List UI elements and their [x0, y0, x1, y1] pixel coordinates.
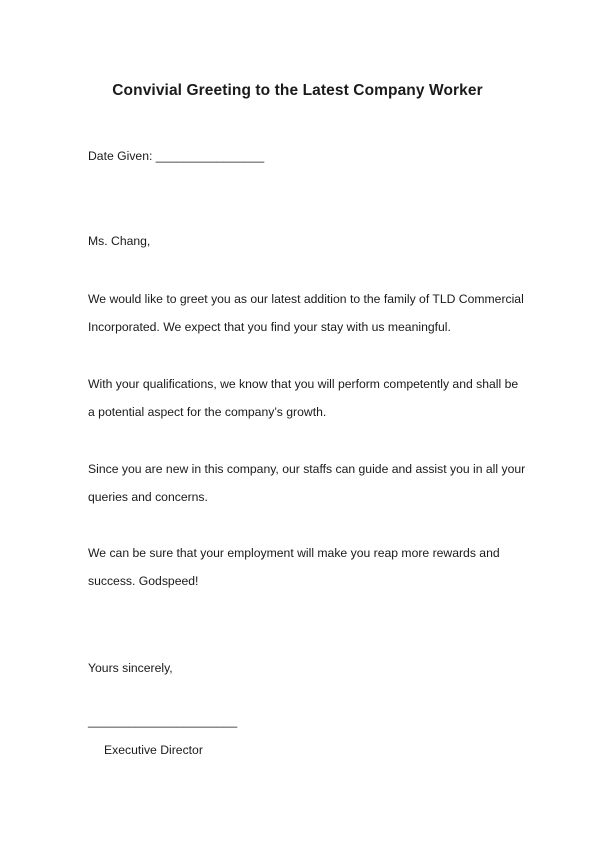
closing: Yours sincerely, [88, 661, 173, 675]
paragraph-4-line-1: We can be sure that your employment will make you reap more rewards and [88, 546, 500, 560]
paragraph-1-line-1: We would like to greet you as our latest addition to the family of TLD Commercial [88, 292, 524, 306]
paragraph-4-line-2: success. Godspeed! [88, 574, 199, 588]
paragraph-1-line-2: Incorporated. We expect that you find your stay with us meaningful. [88, 320, 451, 334]
salutation: Ms. Chang, [88, 234, 151, 248]
document-title: Convivial Greeting to the Latest Company Worker [112, 82, 483, 99]
paragraph-2-line-1: With your qualifications, we know that you will perform competently and shall be [88, 377, 519, 391]
signer-title: Executive Director [104, 743, 203, 757]
paragraph-2-line-2: a potential aspect for the company’s growth. [88, 405, 327, 419]
paragraph-3-line-1: Since you are new in this company, our staffs can guide and assist you in all your [88, 462, 526, 476]
paragraph-3-line-2: queries and concerns. [88, 490, 208, 504]
date-given-line: Date Given: ________________ [88, 149, 265, 163]
signature-line: ______________________ [88, 714, 238, 728]
